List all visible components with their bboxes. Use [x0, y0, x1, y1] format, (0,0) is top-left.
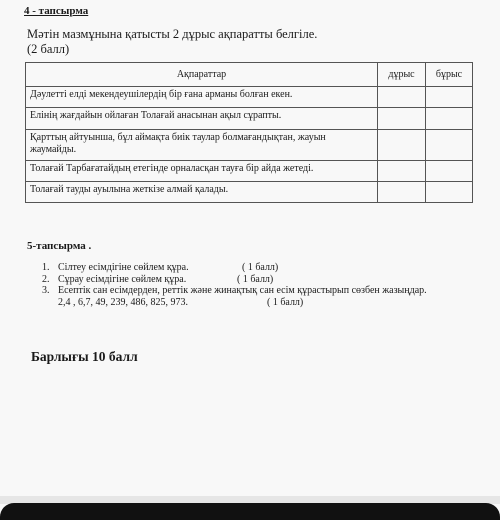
table-header-row: [26, 63, 473, 87]
task5-list: [42, 262, 482, 308]
list-item: [42, 262, 482, 274]
total-score: Барлығы 10 балл: [31, 349, 138, 364]
table-row: [26, 130, 473, 161]
true-answer-cell[interactable]: [378, 108, 426, 130]
item-text: Сілтеу есімдігіне сөйлем құра.: [58, 262, 189, 273]
fact-statement: Елінің жағдайын ойлаған Толағай анасынан ақыл сұрапты.: [26, 108, 378, 130]
false-answer-cell[interactable]: [426, 87, 473, 108]
item-text: Есептік сан есімдерден, реттік және жинақтық сан есім құрастырып сөзбен жазыңдар.: [58, 285, 427, 296]
list-item: [42, 274, 482, 286]
item-points: ( 1 балл): [237, 273, 274, 285]
list-item-continuation: [42, 297, 482, 309]
table-row: [26, 182, 473, 203]
task4-instruction: Мәтін мазмұнына қатысты 2 дұрыс ақпаратты белгіле.: [27, 27, 318, 41]
item-points: ( 1 балл): [242, 262, 279, 273]
false-answer-cell[interactable]: [426, 108, 473, 130]
number-sequence: 2,4 , 6,7, 49, 239, 486, 825, 973.: [58, 296, 188, 308]
false-answer-cell[interactable]: [426, 130, 473, 161]
item-number: 2.: [42, 273, 50, 285]
table-row: [26, 161, 473, 182]
fact-statement: Толағай тауды ауылына жеткізе алмай қалады.: [26, 182, 378, 203]
true-answer-cell[interactable]: [378, 182, 426, 203]
false-answer-cell[interactable]: [426, 161, 473, 182]
task4-points: (2 балл): [27, 42, 70, 56]
task4-heading: 4 - тапсырма: [24, 5, 89, 17]
table-row: [26, 108, 473, 130]
column-header-false: бұрыс: [426, 63, 473, 87]
true-answer-cell[interactable]: [378, 87, 426, 108]
facts-table: [25, 62, 473, 203]
list-item: [42, 285, 482, 297]
item-text: Сұрау есімдігіне сөйлем құра.: [58, 273, 187, 285]
true-answer-cell[interactable]: [378, 161, 426, 182]
fact-statement: Дәулетті елді мекендеушілердің бір ғана арманы болған екен.: [26, 87, 378, 108]
column-header-facts: Ақпараттар: [26, 63, 378, 87]
fact-statement: Толағай Тарбағатайдың етегінде орналасқан тауға бір айда жетеді.: [26, 161, 378, 182]
column-header-true: дұрыс: [378, 63, 426, 87]
task5-heading: 5-тапсырма .: [27, 240, 92, 252]
item-points: ( 1 балл): [267, 296, 304, 308]
true-answer-cell[interactable]: [378, 130, 426, 161]
table-row: [26, 87, 473, 108]
bottom-edge-bar: [0, 503, 500, 520]
false-answer-cell[interactable]: [426, 182, 473, 203]
fact-statement: Қарттың айтуынша, бұл аймақта биік таулар болмағандықтан, жауын жаумайды.: [26, 130, 378, 161]
item-number: 1.: [42, 262, 50, 273]
item-number: 3.: [42, 285, 50, 296]
